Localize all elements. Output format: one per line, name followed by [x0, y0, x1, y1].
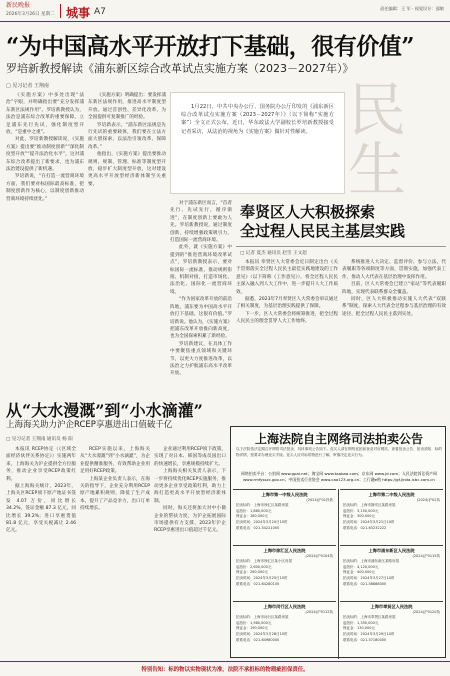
auction-announcement: [230, 426, 446, 658]
lot-line: 拍卖标的：上海市徐汇区某小区房屋: [236, 559, 292, 564]
paragraph: RCEP实施以来，上海海关从“大水漫溉”到“小水滴灌”，为企业提供精准服务，有效帮助企业用足用好RCEP政策。: [80, 447, 150, 475]
paragraph: 下一步，区人大常委会将统筹推进，把全过程人民民主的理念贯穿人大工作始终。: [236, 311, 338, 325]
paragraph: 据悉，2023年7月奉贤区人大常委会审议通过了相关制度，为基层治理实践提供了保障。: [236, 297, 338, 310]
announcement-intro: 以下法院依法定期召开网络司法拍卖，具体事项公告如下。竞买人请在网络竞拍前登录对应网站，查看拍卖公告、拍卖须知、标的物详情，按要求办理竞买手续。竞买人应对标的物进行了解，审慎决定竞买行为。: [236, 447, 442, 457]
article3-byline: □ 见习记者 王翔南 通讯员 杨 阳: [6, 437, 73, 442]
lot-line: 拍卖时间：2024年3月25日10时: [236, 575, 288, 580]
lot-line: 保证金：260,000元: [236, 570, 268, 575]
article2-byline: □ 记者 夏杰 通讯员 赵雪 王文超: [240, 251, 307, 256]
lot-case-code: (2024)沪01执恢: [306, 497, 333, 502]
article2-headline-line1: 奉贤区人大积极探索: [240, 203, 376, 221]
footer-notice: 特别告知：标的物以实物现状为准，法院不承担标的物瑕疵担保责任。: [141, 667, 309, 673]
lot-line: 保证金：190,000元: [236, 626, 268, 631]
lot-line: 拍卖时间：2024年3月21日10时: [343, 519, 395, 524]
lot-case-code: (2024)沪0112执: [305, 609, 333, 614]
lot-line: 起拍价：1,980,000元: [236, 620, 272, 625]
lot-line: 拍卖标的：上海市闵行区某路房屋: [236, 615, 289, 620]
divider: [236, 246, 446, 247]
lot-line: 保证金：180,000元: [236, 514, 268, 519]
main-headline: “为中国高水平开放打下基础，很有价值”: [6, 33, 414, 60]
lot-line: 拍卖标的：上海市奉贤区某路房屋: [343, 615, 396, 620]
article2-headline: [240, 203, 405, 241]
article3-column-3: [154, 446, 226, 658]
lot-line: 拍卖标的：上海市徐汇区某路房屋: [236, 503, 289, 508]
paragraph: 据上海海关统计，2023年，上海关区RCEP项下原产地证书签发 4.07 万份，同比增长 34.2%，签证金额 87.3 亿元，同比增长 39.2%；进口享惠货值 81.8 亿元，享受关税减让 2.46 亿元。: [6, 484, 76, 534]
lot-line: 联系电话：021-63232222: [343, 525, 387, 530]
lot-line: 联系电话：021-57180000: [343, 637, 387, 642]
section-name: 城事: [66, 6, 91, 20]
article3-headline: 从“大水漫溉”到“小水滴灌”: [6, 401, 203, 420]
lot-line: 拍卖时间：2024年3月29日10时: [343, 631, 395, 636]
lot-line: 起拍价：1,860,000元: [236, 508, 272, 513]
paragraph: 目前，区人大常委会已建立“家站”等代表履职阵地，实现代表联系群众全覆盖。: [342, 282, 446, 295]
paragraph: 对此，罗培新教授解读说，《实施方案》提出要“推动制度创新”“深化制度型开放”“提升法治化水平”，这对浦东综合改革提出了新要求，也为浦东法治建设提供了新机遇。: [6, 137, 84, 173]
page-number: A7: [94, 7, 106, 17]
lot-line: 拍卖时间：2024年3月27日10时: [343, 575, 395, 580]
lot-line: 保证金：400,000元: [343, 570, 375, 575]
lot-line: 起拍价：1,350,000元: [343, 620, 379, 625]
paragraph: 《实施方案》明确提出：要发挥浦东新区法规作用，推进高水平制度型开放。通过首创性、差异化改革，为全国提供可复制推广的经验。: [88, 93, 166, 121]
auction-lot: [340, 601, 443, 657]
lot-court: 上海市浦东新区人民法院: [368, 548, 415, 553]
lot-line: 拍卖标的：上海市浦东新区某路房屋: [343, 559, 399, 564]
lot-line: 起拍价：3,150,000元: [343, 508, 379, 513]
lot-line: 拍卖时间：2024年3月28日10时: [236, 631, 288, 636]
article2-headline-line2: 全过程人民民主基层实践: [240, 222, 406, 240]
lot-line: 联系电话：021-54221000: [236, 525, 280, 530]
footer-bar: [0, 661, 450, 676]
lot-line: 联系电话：021-58888000: [343, 581, 387, 586]
article3-column-2: [80, 446, 150, 658]
announcement-title: 上海法院自主网络司法拍卖公告: [254, 432, 423, 446]
issue-date: 2026年3月26日 星期二: [6, 12, 55, 17]
paragraph: 企业通过利用RCEP项下政策，实现了对日本、韩国等成员国出口的快速增长，享惠规模持续扩大。: [154, 447, 226, 467]
divider: [338, 489, 339, 659]
paragraph: 《实施方案》中多处出现“法治”字眼，并明确指出要“充分发挥浦东新区法规作用”。罗培新教授认为，法治是浦东综合改革的重要保障。立足浦东先行先试，强化制度型开放，“是重中之重”。: [6, 93, 84, 136]
article2-column-2: [342, 259, 446, 419]
lot-court: 上海市第二中级人民法院: [368, 492, 415, 497]
paragraph: 罗培新建议，在具体工作中要聚焦重点领域和关键环节，以更大力度推进改革，以法治之力护航浦东高水平改革开放。: [170, 341, 232, 377]
article3-subheadline: 上海海关助力沪企RCEP享惠进出口值破千亿: [6, 420, 173, 430]
main-subheadline: 罗培新教授解读《浦东新区综合改革试点实施方案（2023－2027年）》: [6, 62, 354, 75]
lot-case-code: (2024)沪0104执: [305, 553, 333, 558]
lot-case-code: (2024)沪0115执: [412, 553, 440, 558]
paragraph: 同时，区人大积极推动实施人大代表“双联系”制度，探索人大代表全过程参与基层治理的有效途径，把全过程人民民主落到实处。: [342, 297, 446, 317]
intro-text: 1月22日，中共中央办公厅、国务院办公厅印发的《浦东新区综合改革试点实施方案（2023－2027年）》（以下简称“实施方案”）全文正式公布。近日，华东政法大学副校长罗培新教授接受记者采访，从法治的视角为《实施方案》做针对性解读。: [181, 104, 334, 135]
lot-case-code: (2024)沪0120执: [412, 609, 440, 614]
paper-name: 新民晚报: [6, 2, 31, 9]
paragraph: 罗培新表示，“浦东新区法规是先行先试的重要载体，我们要在立法方面大胆探索，以法治引领改革、保障改革。”: [88, 122, 166, 150]
masthead: [0, 0, 450, 22]
paragraph: “作为国家改革开放的前沿阵地，浦东要为中国高水平开放打下基础，这很有价值。”罗培新说。他认为，《实施方案》把浦东改革开放推向新高度，也为全国探索积累了新经验。: [170, 297, 232, 340]
intro-box: [170, 92, 345, 194]
lot-line: 拍卖标的：上海市静安区某路房屋: [343, 503, 396, 508]
paragraph: 他指出，《实施方案》提出要推动规则、规制、管理、标准等制度型开放，稳步扩大制度型开放，这对建设更高水平开放型经济新体制至关重要。: [88, 152, 166, 187]
lot-line: 联系电话：021-64980000: [236, 637, 280, 642]
lot-case-code: (2024)沪02执: [416, 497, 440, 502]
article1-column-1: [6, 92, 84, 392]
lot-line: 起拍价：2,600,000元: [236, 564, 272, 569]
main-byline: □ 见习记者 王翔南: [6, 83, 49, 89]
paragraph: 上海某企业负责人表示，在海关的指导下，企业充分利用RCEP原产地累积规则，降低了生产成本，提升了产品竞争力，出口订单持续增长。: [80, 476, 150, 512]
editors-credit: 责任编辑：王 军 · 视觉设计：邵敏: [380, 6, 444, 11]
article1-column-2: [88, 92, 166, 392]
article3-column-1: [6, 446, 76, 658]
lot-court: 上海市奉贤区人民法院: [370, 604, 413, 609]
paragraph: 此外，就《实施方案》中提到的“推进营商环境改革试点”，罗培新教授表示，要对标国际一流标准，推动规则衔接、机制对接，打造市场化、法治化、国际化一流营商环境。: [170, 245, 232, 295]
article2-column-1: [236, 259, 338, 419]
lot-court: 上海市徐汇区人民法院: [263, 548, 306, 553]
masthead-divider: [60, 4, 61, 18]
decorative-calligraphy: 民生: [348, 76, 407, 204]
paragraph: 本报讯 奉贤区人大常委会近日制定出台《关于贯彻落实全过程人民民主最佳实践地建设的工作意见》（以下简称《工作意见》），将全过程人民民主深入融入到人大工作中，进一步提升人大工作质效。: [236, 260, 338, 295]
lot-court: 上海市闵行区人民法院: [263, 604, 306, 609]
lot-court: 上海市第一中级人民法院: [261, 492, 308, 497]
paragraph: 本报讯 RCEP协定（《区域全面经济伙伴关系协定》）实施两年来，上海海关为沪企提供全方位服务，推动企业享受RCEP政策红利。: [6, 447, 76, 482]
lot-line: 拍卖时间：2024年3月20日10时: [236, 519, 288, 524]
announcement-platforms: 网络拍卖平台：公拍网 www.gpai.net；淘宝网 www.taobao.com；京东网 www.jd.com；人民法院诉讼资产网 www.rmfysszc.gov.cn；中国拍卖行业协会 www.caa123.org.cn；工行融e购 https://gf.jinda.icbc.com.cn: [240, 471, 438, 482]
article1-column-3: [170, 200, 232, 392]
lot-line: 起拍价：4,120,000元: [343, 564, 379, 569]
paragraph: 上海海关相关负责人表示，下一步将持续优化RCEP实施服务，推动更多企业享受政策红利，助力上海打造更高水平开放型经济新体制。: [154, 469, 226, 504]
lot-line: 保证金：300,000元: [343, 514, 375, 519]
paragraph: 对于浦东新区而言，“首者先行、先试先行，循序渐进”，在制度创新上要敢为人先。罗培新教授说，通过制度创新，持续增强政策吸引力，打造国际一流营商环境。: [170, 201, 232, 244]
auction-lot: [233, 601, 336, 657]
lot-line: 联系电话：021-64280100: [236, 581, 280, 586]
paragraph: 罗培新说，“在打造一流营商环境方面，我们要对标国际最高标准，把制度创新作为核心，以制度创新推动营商环境持续优化。”: [6, 174, 84, 202]
paragraph: 系统推进人大决定、监督评价、参与立法、代表履职等各项制度等方面，贯彻实施，加强代表工作，推动人大代表在基层治理中发挥作用。: [342, 260, 446, 280]
paragraph: 同时，海关还将加大对中小微企业的帮扶力度，为沪企拓展国际市场提供有力支撑，2023年沪企RCEP享惠进出口值超过千亿元。: [154, 506, 226, 534]
lot-line: 保证金：130,000元: [343, 626, 375, 631]
